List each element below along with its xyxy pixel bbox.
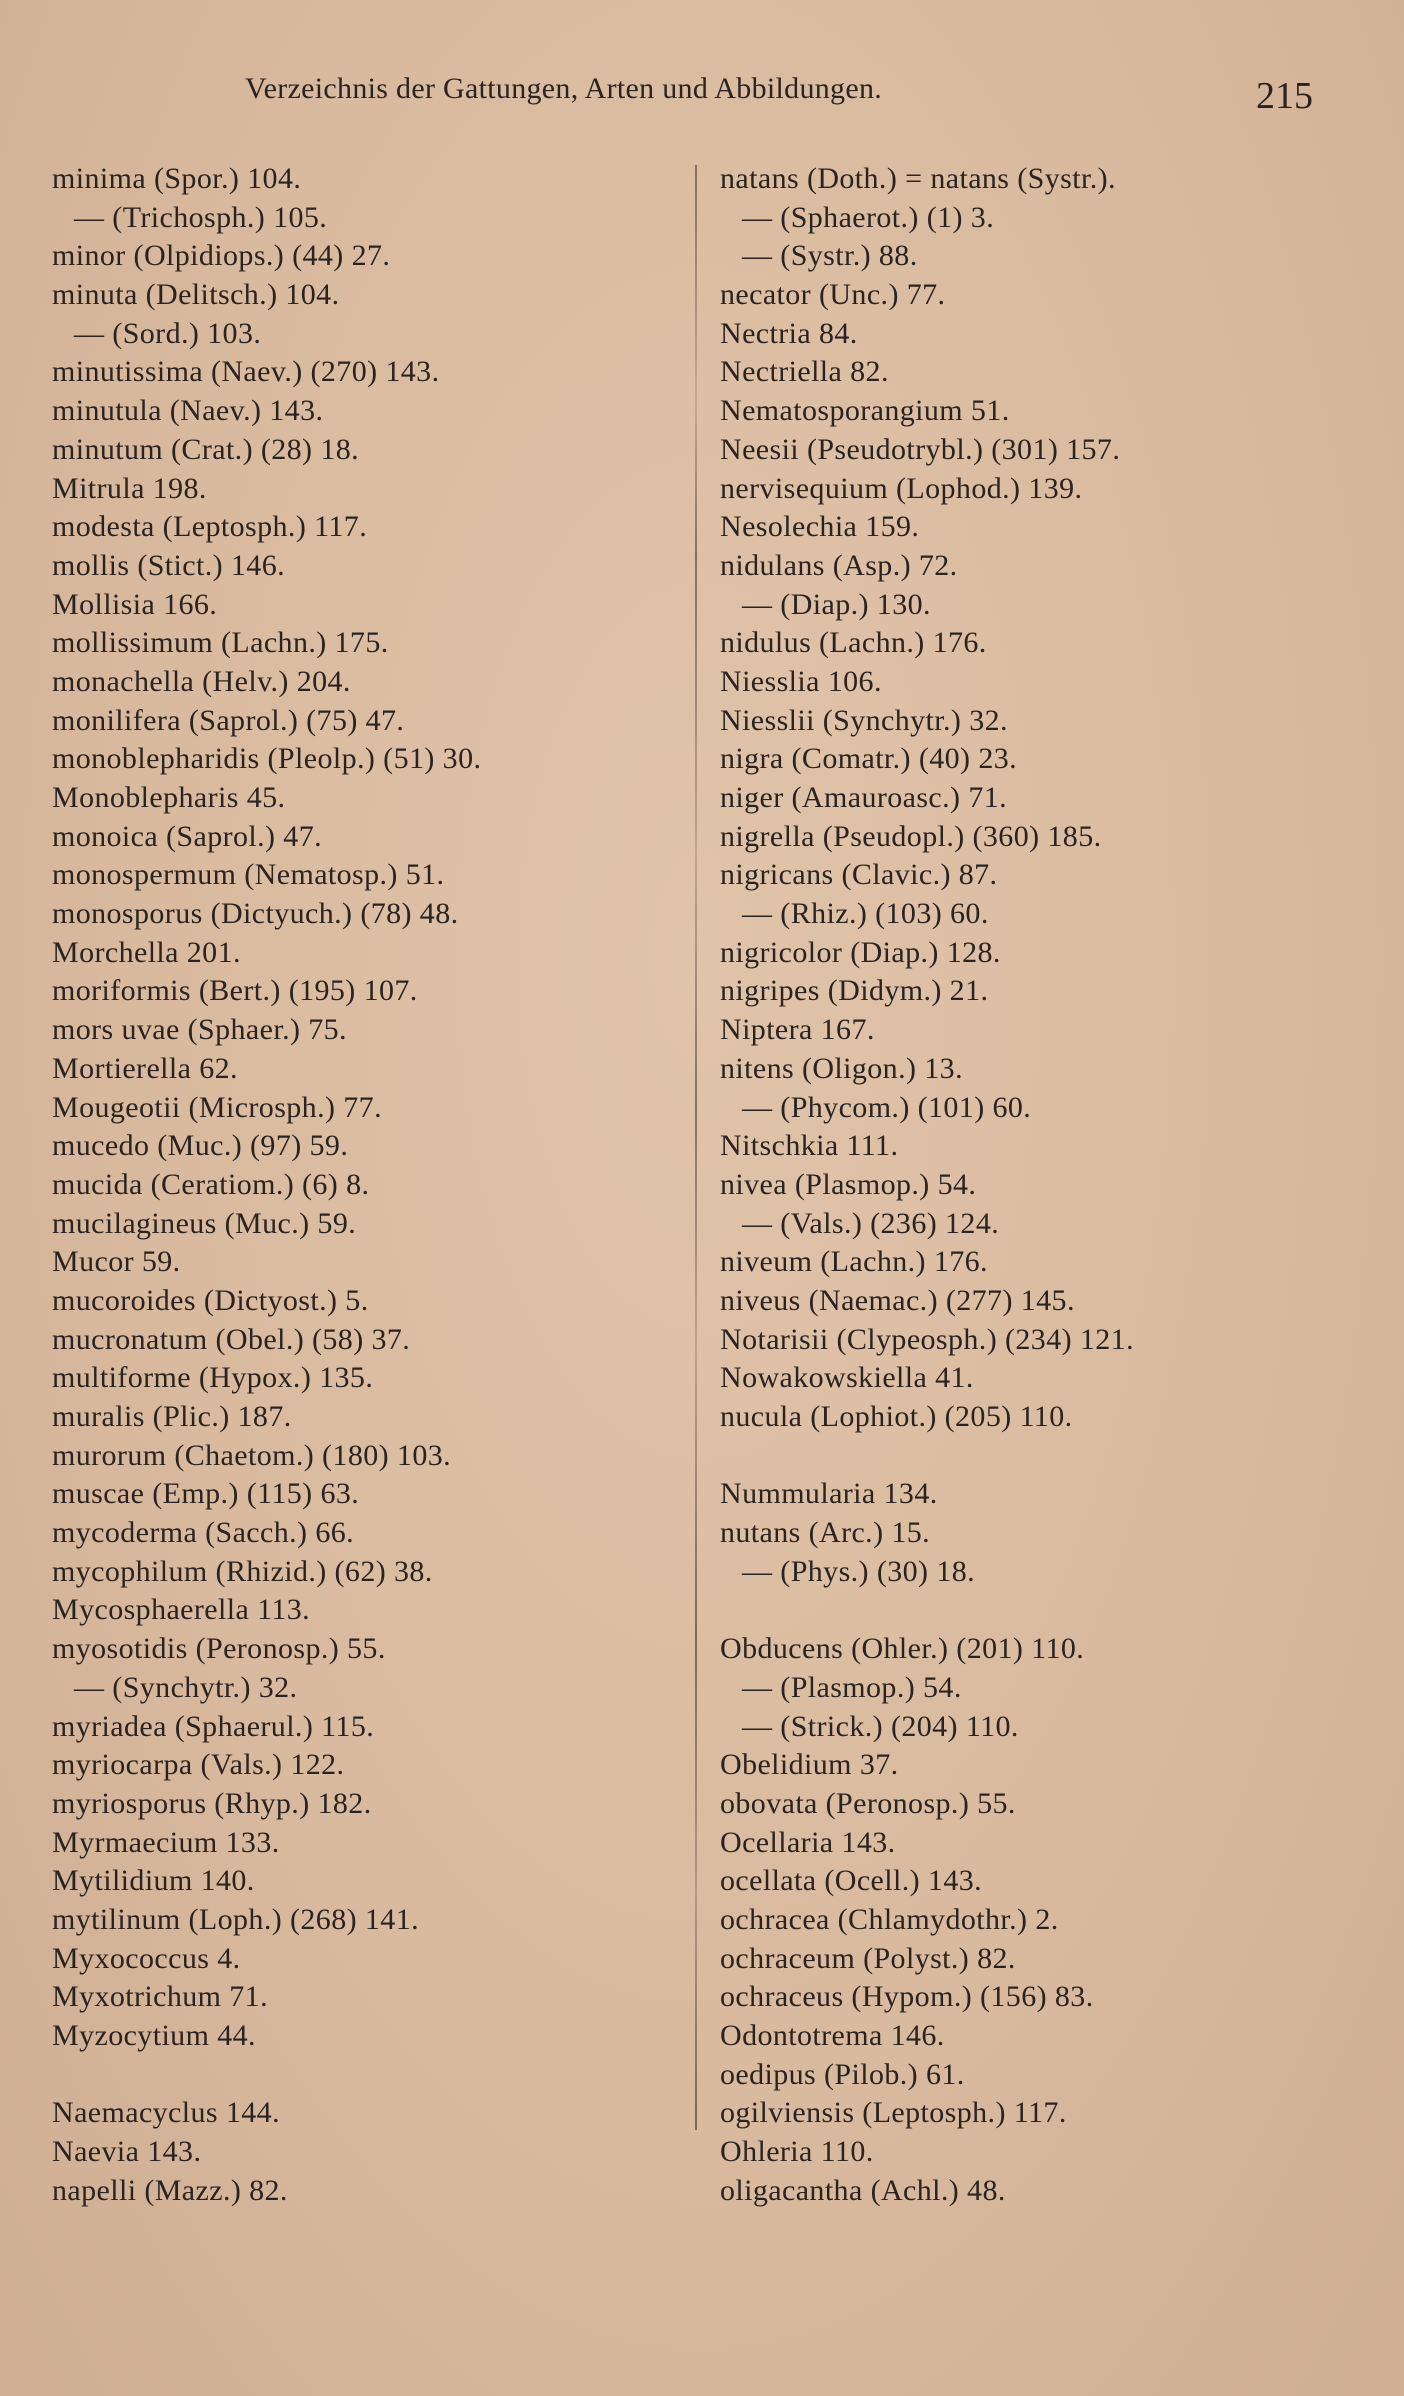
index-entry: Monoblepharis 45.: [52, 781, 286, 814]
index-entry: Nitschkia 111.: [720, 1129, 899, 1163]
index-entry: Myxococcus 4.: [52, 1941, 241, 1975]
index-entry: minima (Spor.) 104.: [52, 162, 302, 195]
index-entry: muscae (Emp.) (115) 63.: [52, 1477, 360, 1511]
index-entry: monachella (Helv.) 204.: [52, 664, 351, 698]
page-number: 215: [1256, 75, 1313, 117]
index-entry: monilifera (Saprol.) (75) 47.: [52, 703, 405, 737]
index-entry: mors uvae (Sphaer.) 75.: [52, 1013, 347, 1047]
index-entry: — (Strick.) (204) 110.: [742, 1709, 1019, 1743]
index-entry: nervisequium (Lophod.) 139.: [720, 471, 1083, 505]
index-entry: myriosporus (Rhyp.) 182.: [52, 1786, 372, 1820]
index-entry: Nesolechia 159.: [720, 510, 920, 544]
index-entry: ochraceum (Polyst.) 82.: [720, 1941, 1016, 1975]
index-entry: Myzocytium 44.: [52, 2019, 256, 2052]
index-entry: Mortierella 62.: [52, 1051, 238, 1085]
index-entry: mycoderma (Sacch.) 66.: [52, 1516, 355, 1550]
index-column-left: [52, 160, 672, 2210]
index-entry: Nummularia 134.: [720, 1477, 938, 1511]
index-entry: obovata (Peronosp.) 55.: [720, 1786, 1016, 1820]
index-entry: — (Synchytr.) 32.: [74, 1670, 298, 1704]
index-entry: — (Vals.) (236) 124.: [742, 1206, 1000, 1240]
index-entry: muralis (Plic.) 187.: [52, 1400, 292, 1433]
index-entry: Myxotrichum 71.: [52, 1980, 268, 2014]
index-entry: Nectriella 82.: [720, 355, 889, 389]
index-entry: mucoroides (Dictyost.) 5.: [52, 1283, 369, 1317]
index-entry: Nematosporangium 51.: [720, 394, 1010, 428]
index-entry: Obducens (Ohler.) (201) 110.: [720, 1632, 1085, 1666]
index-entry: multiforme (Hypox.) 135.: [52, 1361, 374, 1395]
index-entry: nutans (Arc.) 15.: [720, 1516, 931, 1550]
index-entry: — (Rhiz.) (103) 60.: [742, 897, 989, 931]
index-entry: Mucor 59.: [52, 1245, 181, 1279]
index-entry: Neesii (Pseudotrybl.) (301) 157.: [720, 432, 1121, 466]
index-entry: mycophilum (Rhizid.) (62) 38.: [52, 1554, 433, 1588]
index-entry: minuta (Delitsch.) 104.: [52, 278, 340, 312]
index-entry: murorum (Chaetom.) (180) 103.: [52, 1438, 452, 1472]
index-entry: napelli (Mazz.) 82.: [52, 2173, 288, 2207]
index-entry: — (Sord.) 103.: [74, 316, 262, 350]
index-entry: nigricolor (Diap.) 128.: [720, 935, 1001, 969]
index-entry: mollis (Stict.) 146.: [52, 548, 285, 582]
index-entry: monosporus (Dictyuch.) (78) 48.: [52, 897, 459, 931]
index-entry: Obelidium 37.: [720, 1748, 899, 1782]
running-title: Verzeichnis der Gattungen, Arten und Abbildungen.: [245, 72, 883, 105]
index-entry: — (Trichosph.) 105.: [74, 200, 328, 234]
index-entry: nivea (Plasmop.) 54.: [720, 1167, 977, 1201]
index-entry: Odontotrema 146.: [720, 2019, 945, 2052]
index-entry: nidulus (Lachn.) 176.: [720, 626, 987, 660]
index-entry: Niesslia 106.: [720, 664, 882, 698]
index-entry: — (Plasmop.) 54.: [742, 1670, 962, 1704]
index-entry: Ohleria 110.: [720, 2135, 874, 2169]
index-entry: minutula (Naev.) 143.: [52, 394, 324, 428]
index-entry: monoblepharidis (Pleolp.) (51) 30.: [52, 742, 482, 776]
index-entry: Ocellaria 143.: [720, 1825, 896, 1859]
index-column-right: [720, 160, 1360, 2210]
index-entry: myriocarpa (Vals.) 122.: [52, 1748, 345, 1782]
index-entry: Niesslii (Synchytr.) 32.: [720, 703, 1008, 737]
index-entry: — (Sphaerot.) (1) 3.: [742, 200, 995, 234]
index-entry: mucedo (Muc.) (97) 59.: [52, 1129, 349, 1163]
index-entry: nigricans (Clavic.) 87.: [720, 858, 998, 892]
index-entry: ochraceus (Hypom.) (156) 83.: [720, 1980, 1094, 2014]
index-entry: ochracea (Chlamydothr.) 2.: [720, 1902, 1059, 1936]
column-divider: [695, 165, 697, 2130]
index-entry: minutum (Crat.) (28) 18.: [52, 432, 360, 466]
index-entry: myriadea (Sphaerul.) 115.: [52, 1709, 375, 1743]
index-entry: Niptera 167.: [720, 1013, 875, 1047]
index-entry: nigra (Comatr.) (40) 23.: [720, 742, 1018, 776]
index-entry: mucida (Ceratiom.) (6) 8.: [52, 1167, 370, 1201]
entry-spacer: [720, 1437, 1360, 1476]
index-entry: Mitrula 198.: [52, 471, 207, 505]
index-entry: — (Phys.) (30) 18.: [742, 1554, 976, 1588]
index-entry: moriformis (Bert.) (195) 107.: [52, 974, 418, 1008]
index-entry: Nowakowskiella 41.: [720, 1361, 974, 1395]
index-entry: minor (Olpidiops.) (44) 27.: [52, 239, 391, 273]
index-entry: niveus (Naemac.) (277) 145.: [720, 1283, 1075, 1317]
index-entry: minutissima (Naev.) (270) 143.: [52, 355, 440, 389]
index-entry: myosotidis (Peronosp.) 55.: [52, 1632, 386, 1666]
index-entry: — (Phycom.) (101) 60.: [742, 1090, 1032, 1124]
index-entry: oligacantha (Achl.) 48.: [720, 2173, 1006, 2207]
index-entry: mucilagineus (Muc.) 59.: [52, 1206, 357, 1240]
index-entry: natans (Doth.) = natans (Systr.).: [720, 162, 1116, 195]
index-entry: ocellata (Ocell.) 143.: [720, 1864, 983, 1898]
index-entry: mytilinum (Loph.) (268) 141.: [52, 1902, 419, 1936]
index-entry: monoica (Saprol.) 47.: [52, 819, 323, 853]
index-entry: nigripes (Didym.) 21.: [720, 974, 989, 1008]
index-entry: ogilviensis (Leptosph.) 117.: [720, 2096, 1067, 2130]
index-entry: Naevia 143.: [52, 2135, 202, 2169]
index-entry: Mollisia 166.: [52, 587, 218, 621]
index-entry: nitens (Oligon.) 13.: [720, 1051, 963, 1085]
index-entry: niveum (Lachn.) 176.: [720, 1245, 988, 1279]
index-entry: niger (Amauroasc.) 71.: [720, 781, 1008, 814]
index-entry: Mytilidium 140.: [52, 1864, 255, 1898]
index-entry: oedipus (Pilob.) 61.: [720, 2057, 965, 2091]
index-entry: Naemacyclus 144.: [52, 2096, 280, 2130]
index-entry: nucula (Lophiot.) (205) 110.: [720, 1400, 1073, 1433]
index-entry: modesta (Leptosph.) 117.: [52, 510, 368, 544]
index-entry: nigrella (Pseudopl.) (360) 185.: [720, 819, 1102, 853]
index-entry: monospermum (Nematosp.) 51.: [52, 858, 445, 892]
index-entry: — (Diap.) 130.: [742, 587, 931, 621]
entry-spacer: [720, 1591, 1360, 1630]
entry-spacer: [52, 2056, 672, 2095]
index-entry: Morchella 201.: [52, 935, 241, 969]
index-entry: Mycosphaerella 113.: [52, 1593, 311, 1627]
index-entry: necator (Unc.) 77.: [720, 278, 946, 312]
index-entry: mollissimum (Lachn.) 175.: [52, 626, 389, 660]
index-entry: Mougeotii (Microsph.) 77.: [52, 1090, 382, 1124]
index-entry: Notarisii (Clypeosph.) (234) 121.: [720, 1322, 1134, 1356]
index-entry: mucronatum (Obel.) (58) 37.: [52, 1322, 411, 1356]
index-entry: — (Systr.) 88.: [742, 239, 918, 273]
page-header: [0, 72, 1404, 122]
index-entry: Nectria 84.: [720, 316, 858, 350]
index-entry: Myrmaecium 133.: [52, 1825, 280, 1859]
index-entry: nidulans (Asp.) 72.: [720, 548, 958, 582]
